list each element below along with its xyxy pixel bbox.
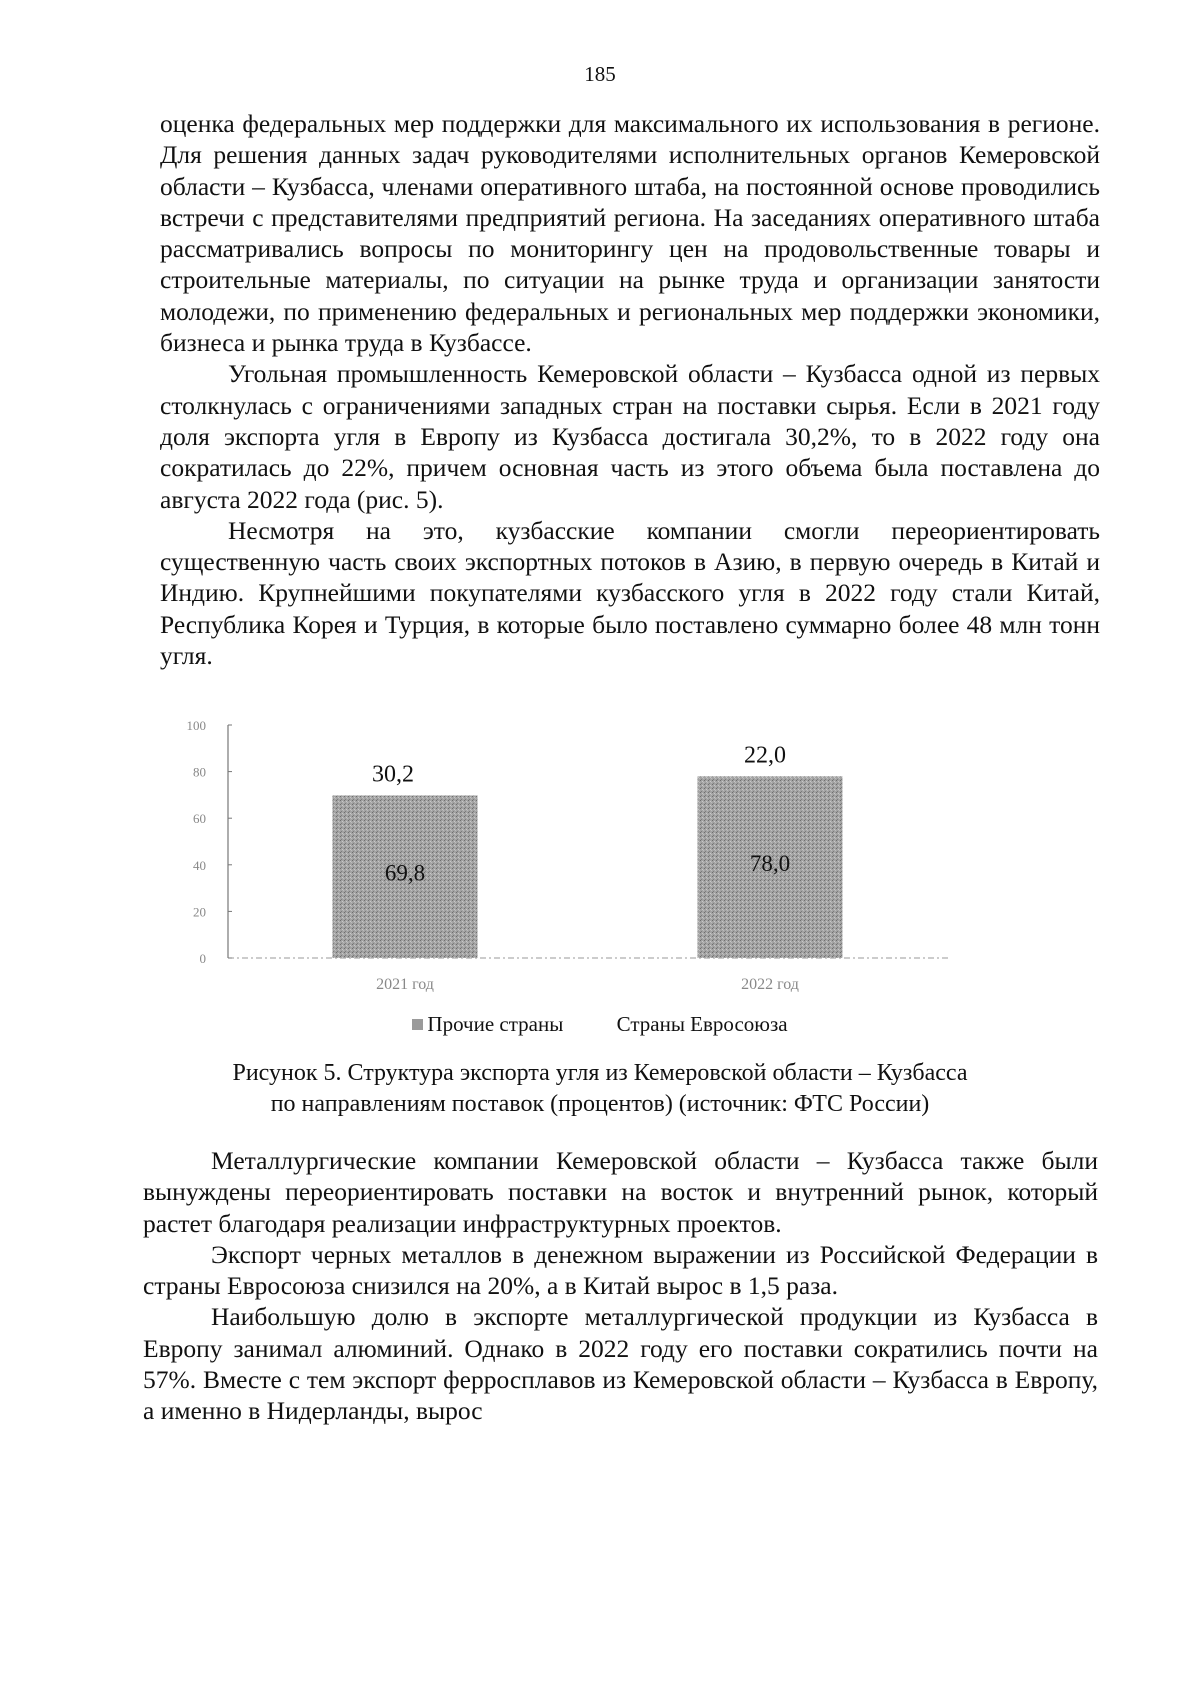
legend-item-eu-countries xyxy=(617,1012,788,1037)
data-label-other-countries: 69,8 xyxy=(384,860,426,886)
paragraph: Несмотря на это, кузбасские компании смогли переориентировать существенную часть своих экспортных потоков в Азию, в первую очередь в Китай и Индию. Крупнейшими покупателями кузбасского угля в 2022 году стали Китай, Республика Корея и Турция, в которые было поставлено суммарно более 48 млн тонн угля. xyxy=(160,515,1100,671)
paragraph: Экспорт черных металлов в денежном выражении из Российской Федерации в страны Евросоюза снизился на 20%, а в Китай вырос в 1,5 раза. xyxy=(143,1239,1098,1301)
body-text-top xyxy=(160,108,1100,671)
legend-swatch xyxy=(412,1019,423,1030)
caption-line: по направлениям поставок (процентов) (источник: ФТС России) xyxy=(270,1091,930,1117)
y-tick-label: 40 xyxy=(193,857,206,873)
paragraph: Угольная промышленность Кемеровской области – Кузбасса одной из первых столкнулась с ограничениями западных стран на поставки сырья. Если в 2021 году доля экспорта угля в Европу из Кузбасса достигала 30,2%, то в 2022 году она сократилась до 22%, причем основная часть из этого объема была поставлена до августа 2022 года (рис. 5). xyxy=(160,359,1100,514)
paragraph: Металлургические компании Кемеровской области – Кузбасса также были вынуждены переориентировать поставки на восток и внутренний рынок, который растет благодаря реализации инфраструктурных проектов. xyxy=(143,1146,1098,1238)
figure-caption xyxy=(0,1058,1200,1120)
paragraph: Наибольшую долю в экспорте металлургической продукции из Кузбасса в Европу занимал алюминий. Однако в 2022 году его поставки сократились почти на 57%. Вместе с тем экспорт ферросплавов из Кемеровской области – Кузбасса в Европу, а именно в Нидерланды, вырос xyxy=(143,1302,1098,1426)
data-label-eu-countries: 30,2 xyxy=(372,761,414,788)
y-tick-label: 0 xyxy=(199,951,206,966)
page-number: 185 xyxy=(584,62,616,86)
y-tick-label: 80 xyxy=(193,764,206,780)
caption-line: Рисунок 5. Структура экспорта угля из Кемеровской области – Кузбасса xyxy=(232,1060,968,1086)
body-text-bottom xyxy=(143,1145,1098,1427)
legend-label: Страны Евросоюза xyxy=(616,1012,788,1036)
x-tick-label: 2021 год xyxy=(376,976,434,993)
data-label-other-countries: 78,0 xyxy=(749,851,791,877)
y-tick-label: 20 xyxy=(193,904,206,920)
x-tick-label: 2022 год xyxy=(741,976,799,993)
paragraph: оценка федеральных мер поддержки для максимального их использования в регионе. Для решения данных задач руководителями исполнительных органов Кемеровской области – Кузбасса, членами оперативного штаба, на постоянной основе проводились встречи с представителями предприятий региона. На заседаниях оперативного штаба рассматривались вопросы по мониторингу цен на продовольственные товары и строительные материалы, по ситуации на рынке труда и организации занятости молодежи, по применению федеральных и региональных мер поддержки экономики, бизнеса и рынка труда в Кузбассе. xyxy=(160,109,1100,358)
legend-label: Прочие страны xyxy=(427,1012,564,1036)
y-tick-label: 60 xyxy=(193,811,206,827)
chart-legend xyxy=(0,1012,1200,1037)
y-tick-label: 100 xyxy=(186,718,206,733)
legend-item-other-countries xyxy=(412,1012,563,1037)
data-label-eu-countries: 22,0 xyxy=(744,742,786,769)
coal-export-chart xyxy=(180,700,1040,1045)
